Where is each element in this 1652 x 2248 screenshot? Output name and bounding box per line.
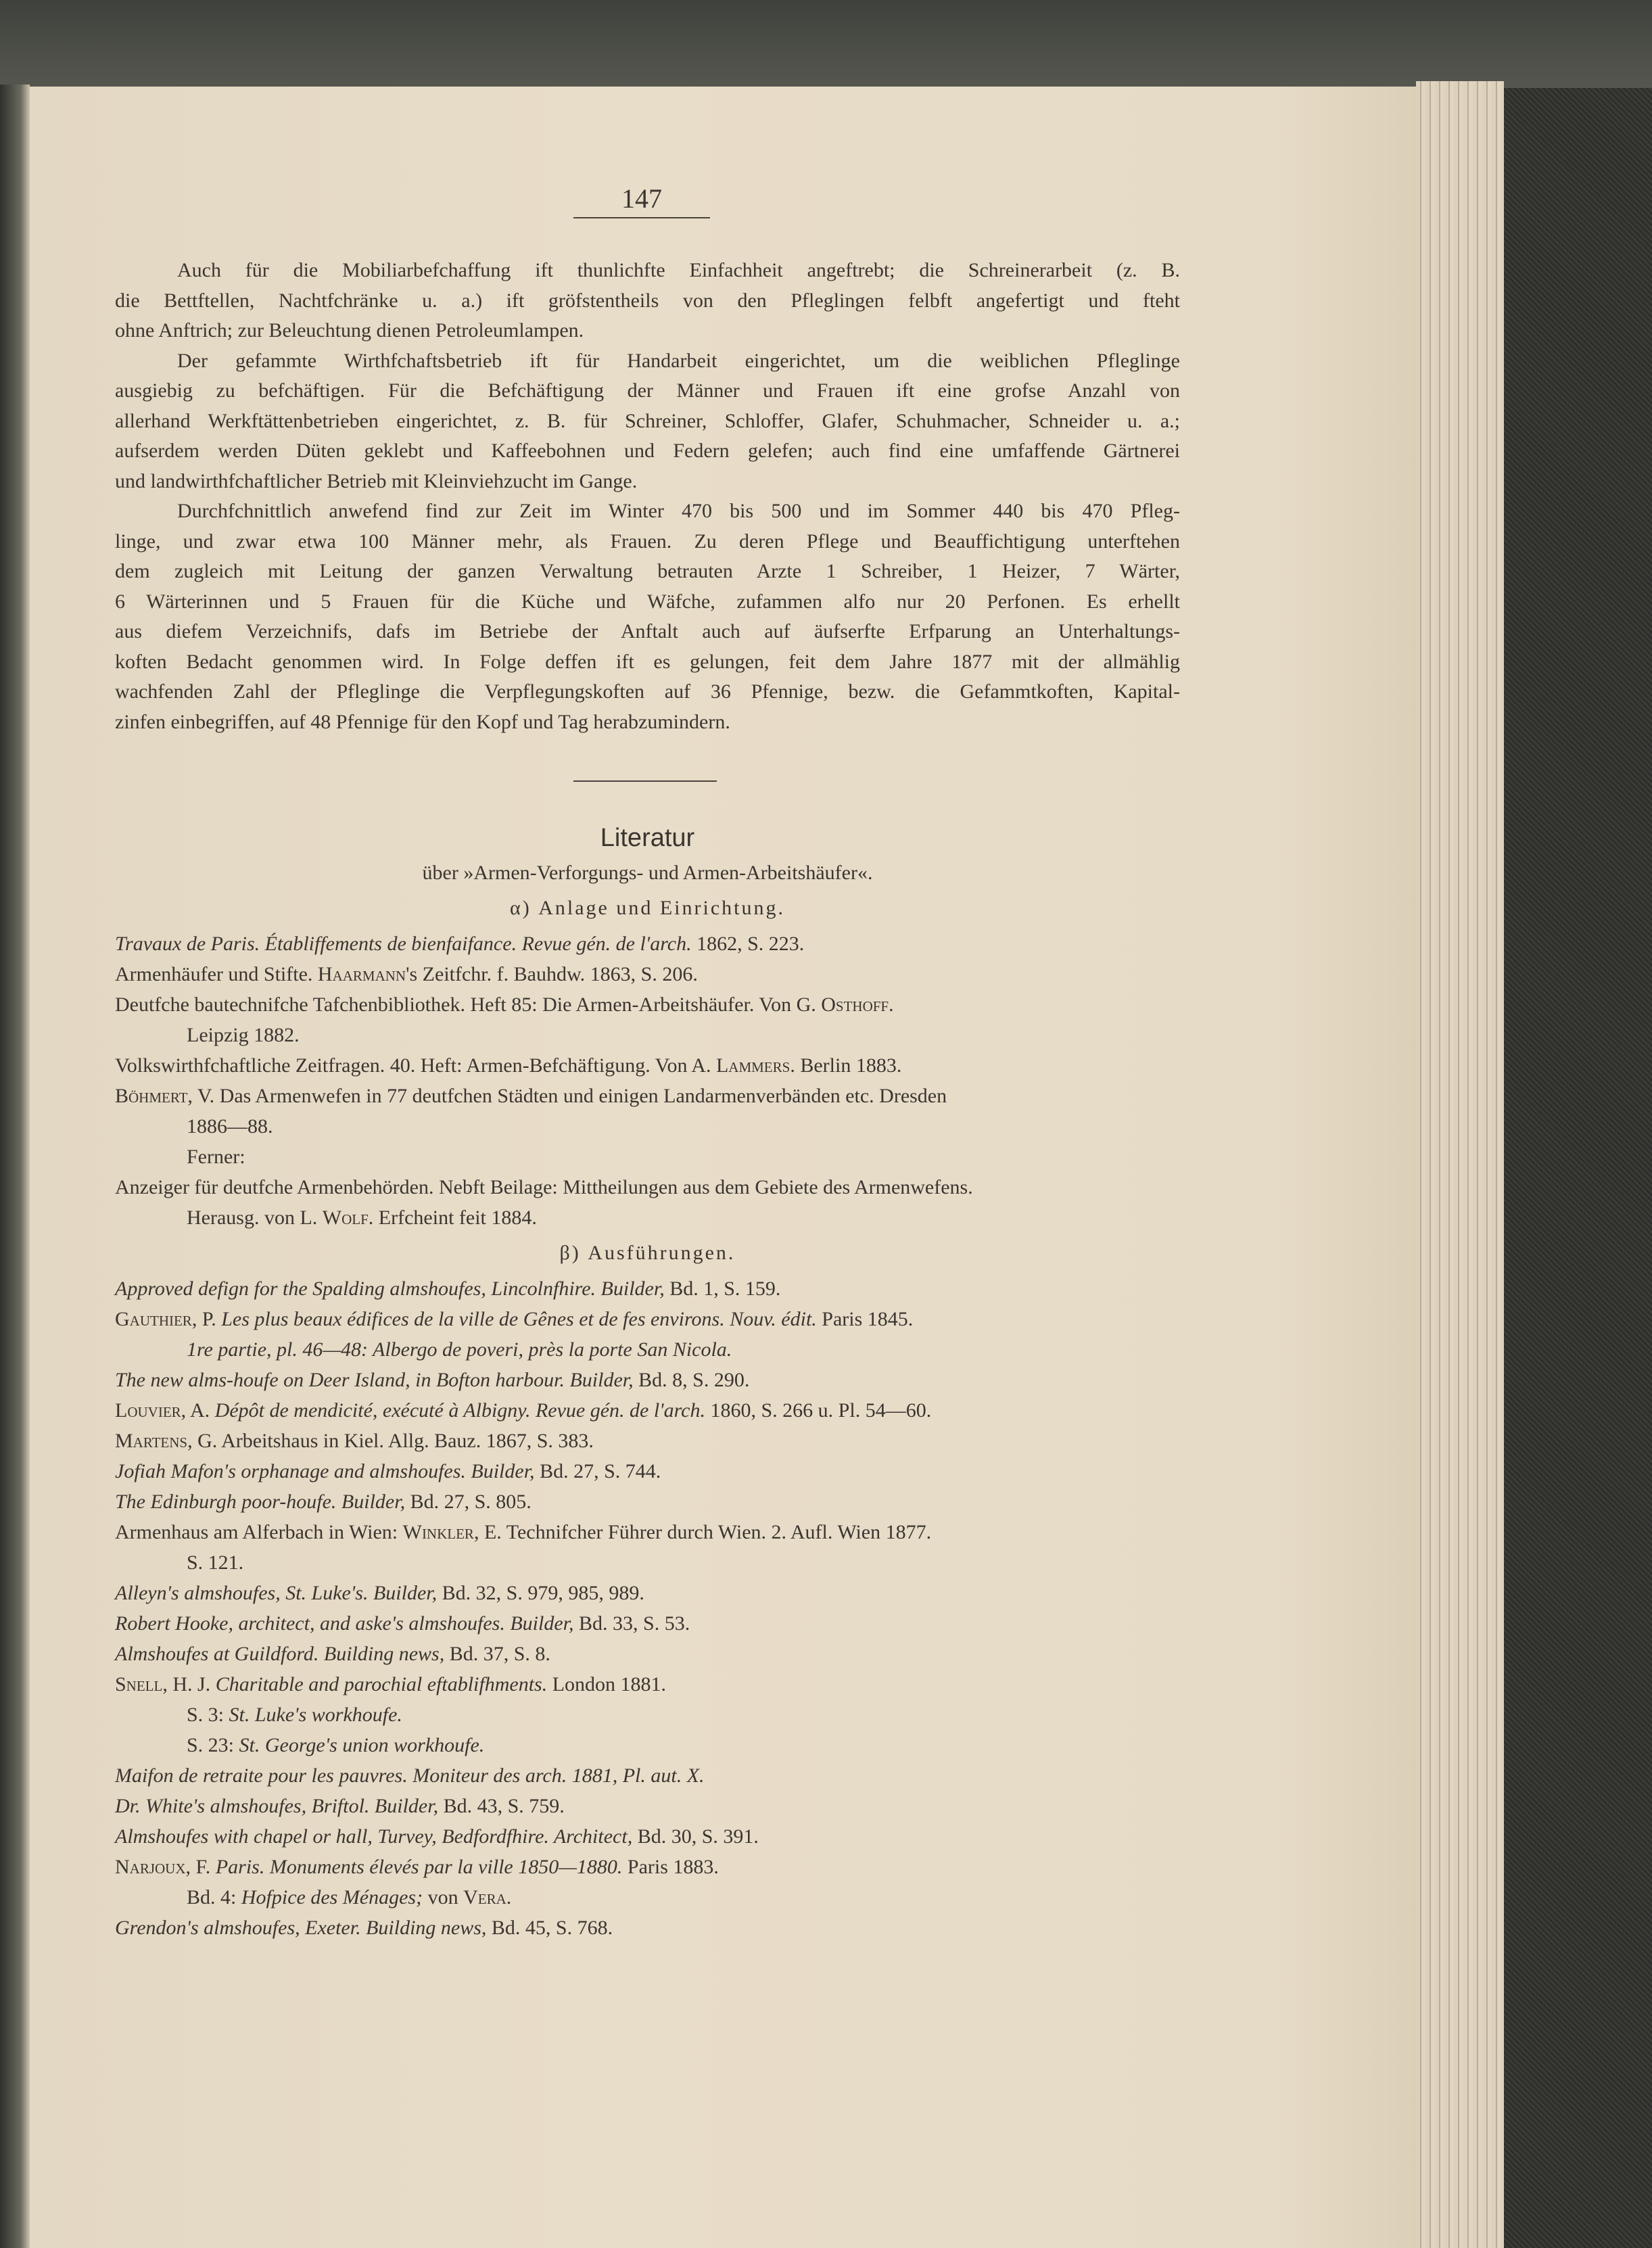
entry-text: Paris 1883. bbox=[622, 1856, 719, 1878]
entry-text: 1886—88. bbox=[187, 1115, 273, 1138]
author-name: Osthoff bbox=[821, 993, 889, 1016]
title-text: St. George's union workhoufe. bbox=[239, 1734, 485, 1756]
bibliography-entry bbox=[115, 1426, 1180, 1456]
entry-text: 1862, S. 223. bbox=[691, 933, 805, 955]
previous-page-edge bbox=[0, 85, 30, 2248]
title-text: Travaux de Paris. Établiffements de bienfaifance. Revue gén. de l'arch. bbox=[115, 933, 692, 955]
author-name: Louvier bbox=[115, 1399, 181, 1422]
page-number: 147 bbox=[573, 183, 710, 218]
text-line: Der gefammte Wirthfchaftsbetrieb ift für Handarbeit eingerichtet, um die weiblichen Pfleglinge bbox=[177, 349, 1180, 372]
bibliography-entry bbox=[115, 1852, 1180, 1882]
entry-text: . bbox=[506, 1886, 512, 1909]
entry-text: S. 121. bbox=[187, 1551, 244, 1574]
author-name: Böhmert bbox=[115, 1085, 188, 1107]
entry-text: . Erfcheint feit 1884. bbox=[368, 1207, 537, 1229]
entry-text: , G. Arbeitshaus in Kiel. Allg. Bauz. 1867, S. 383. bbox=[187, 1430, 594, 1452]
title-text: The new alms-houfe on Deer Island, in Bofton harbour. Builder, bbox=[115, 1369, 634, 1391]
bibliography-entry bbox=[115, 1273, 1180, 1304]
entry-text: Bd. 27, S. 744. bbox=[534, 1460, 661, 1482]
text-line: allerhand Werkftättenbetrieben eingerichtet, z. B. für Schreiner, Schloffer, Glafer, Schuhmacher, Schneider u. a.; bbox=[115, 409, 1180, 432]
text-line: aus diefem Verzeichnifs, dafs im Betriebe der Anftalt auch auf äufserfte Erfparung an Unterhaltungs- bbox=[115, 620, 1180, 642]
author-name: Snell bbox=[115, 1673, 163, 1695]
title-text: Maifon de retraite pour les pauvres. Moniteur des arch. 1881, Pl. aut. X. bbox=[115, 1764, 705, 1787]
bibliography-entry bbox=[115, 1202, 1180, 1233]
author-name: Lammers bbox=[715, 1054, 790, 1077]
paragraph bbox=[115, 496, 1180, 737]
title-text: Almshoufes with chapel or hall, Turvey, Bedfordfhire. Architect, bbox=[115, 1825, 633, 1848]
bibliography-entry bbox=[115, 989, 1180, 1020]
entry-text: Bd. 8, S. 290. bbox=[633, 1369, 750, 1391]
entry-text: , P. bbox=[191, 1308, 222, 1330]
text-line: dem zugleich mit Leitung der ganzen Verwaltung betrauten Arzte 1 Schreiber, 1 Heizer, 7 Wärter, bbox=[115, 560, 1180, 582]
bibliography-entry bbox=[115, 1081, 1180, 1111]
author-name: Martens bbox=[115, 1430, 188, 1452]
text-line: wachfenden Zahl der Pfleglinge die Verpflegungskoften auf 36 Pfennige, bezw. die Gefammtkoften, Kapital- bbox=[115, 680, 1180, 703]
title-text: Dépôt de mendicité, exécuté à Albigny. Revue gén. de l'arch. bbox=[214, 1399, 705, 1422]
text-line: und landwirthfchaftlicher Betrieb mit Kleinviehzucht im Gange. bbox=[115, 469, 638, 492]
section-divider bbox=[573, 780, 717, 782]
entry-text: Bd. 30, S. 391. bbox=[632, 1825, 759, 1848]
bibliography-entry bbox=[115, 1334, 1180, 1365]
entry-text: , A. bbox=[181, 1399, 215, 1422]
entry-text: . Berlin 1883. bbox=[790, 1054, 902, 1077]
bibliography-entry bbox=[115, 1142, 1180, 1172]
bibliography-entry bbox=[115, 1760, 1180, 1791]
bibliography-entry bbox=[115, 1547, 1180, 1578]
bibliography-entry bbox=[115, 1456, 1180, 1486]
title-text: Approved defign for the Spalding almshoufes, Lincolnfhire. Builder, bbox=[115, 1278, 665, 1300]
entry-text: Paris 1845. bbox=[816, 1308, 914, 1330]
book-cover bbox=[1504, 88, 1652, 2248]
author-name: Gauthier bbox=[115, 1308, 192, 1330]
entry-text: Herausg. von L. bbox=[187, 1207, 323, 1229]
title-text: Jofiah Mafon's orphanage and almshoufes. Builder, bbox=[115, 1460, 535, 1482]
entry-text: Bd. 33, S. 53. bbox=[573, 1612, 690, 1635]
bibliography-entry bbox=[115, 1111, 1180, 1142]
bibliography-entry bbox=[115, 1365, 1180, 1395]
entry-text: Bd. 1, S. 159. bbox=[664, 1278, 781, 1300]
entry-text: Leipzig 1882. bbox=[187, 1024, 300, 1046]
bibliography-entry bbox=[115, 1791, 1180, 1821]
entry-text: Bd. 43, S. 759. bbox=[438, 1795, 565, 1817]
entry-text: Volkswirthfchaftliche Zeitfragen. 40. Heft: Armen-Befchäftigung. Von A. bbox=[115, 1054, 716, 1077]
entry-text: 's Zeitfchr. f. Bauhdw. 1863, S. 206. bbox=[406, 963, 698, 985]
text-line: die Bettftellen, Nachtfchränke u. a.) ift gröfstentheils von den Pfleglingen felbft angefertigt und fteht bbox=[115, 289, 1180, 312]
entry-text: 1860, S. 266 u. Pl. 54—60. bbox=[705, 1399, 932, 1422]
paragraph bbox=[115, 256, 1180, 346]
entry-text: , H. J. bbox=[162, 1673, 216, 1695]
entry-text: von bbox=[423, 1886, 464, 1909]
literature-title: Literatur bbox=[600, 824, 695, 852]
entry-text: S. 23: bbox=[187, 1734, 239, 1756]
title-text: Dr. White's almshoufes, Briftol. Builder, bbox=[115, 1795, 439, 1817]
entry-text: Bd. 4: bbox=[187, 1886, 241, 1909]
entry-text: Ferner: bbox=[187, 1146, 245, 1168]
title-text: Grendon's almshoufes, Exeter. Building news, bbox=[115, 1917, 487, 1939]
entry-text: S. 3: bbox=[187, 1704, 229, 1726]
page-stack-edges bbox=[1416, 81, 1504, 2248]
bibliography-entry bbox=[115, 1304, 1180, 1334]
bibliography-entry bbox=[115, 1669, 1180, 1700]
section-heading: β) Ausführungen. bbox=[559, 1242, 736, 1264]
bibliography-entry bbox=[115, 1395, 1180, 1426]
bibliography-entry bbox=[115, 1050, 1180, 1081]
bibliography-entry bbox=[115, 1730, 1180, 1760]
title-text: 1re partie, pl. 46—48: Albergo de poveri, près la porte San Nicola. bbox=[187, 1338, 732, 1361]
title-text: Robert Hooke, architect, and aske's almshoufes. Builder, bbox=[115, 1612, 574, 1635]
bibliography-entry bbox=[115, 1486, 1180, 1517]
entry-text: , F. bbox=[185, 1856, 216, 1878]
section-heading: α) Anlage und Einrichtung. bbox=[510, 897, 785, 919]
literature-section bbox=[115, 818, 1180, 1943]
bibliography-entry bbox=[115, 959, 1180, 989]
author-name: Winkler bbox=[402, 1521, 474, 1543]
scan-background bbox=[0, 0, 1652, 88]
title-text: St. Luke's workhoufe. bbox=[229, 1704, 402, 1726]
bibliography-entry bbox=[115, 1608, 1180, 1639]
bibliography-entry bbox=[115, 1639, 1180, 1669]
literature-subtitle: über »Armen-Verforgungs- und Armen-Arbeitshäufer«. bbox=[422, 862, 873, 884]
entry-text: Bd. 45, S. 768. bbox=[486, 1917, 613, 1939]
text-line: linge, und zwar etwa 100 Männer mehr, als Frauen. Zu deren Pflege und Beauffichtigung unterftehen bbox=[115, 530, 1180, 553]
bibliography-entry bbox=[115, 1821, 1180, 1852]
author-name: Narjoux bbox=[115, 1856, 186, 1878]
title-text: Paris. Monuments élevés par la ville 1850—1880. bbox=[215, 1856, 623, 1878]
bibliography-entry bbox=[115, 1882, 1180, 1913]
title-text: Alleyn's almshoufes, St. Luke's. Builder, bbox=[115, 1582, 438, 1604]
text-line: 6 Wärterinnen und 5 Frauen für die Küche und Wäfche, zufammen alfo nur 20 Perfonen. Es erhellt bbox=[115, 590, 1180, 613]
entry-text: London 1881. bbox=[547, 1673, 667, 1695]
text-line: ohne Anftrich; zur Beleuchtung dienen Petroleumlampen. bbox=[115, 319, 584, 342]
author-name: Vera bbox=[463, 1886, 506, 1909]
title-text: The Edinburgh poor-houfe. Builder, bbox=[115, 1491, 406, 1513]
entry-text: Bd. 27, S. 805. bbox=[405, 1491, 532, 1513]
bibliography-entry bbox=[115, 1700, 1180, 1730]
bibliography-entry bbox=[115, 1578, 1180, 1608]
text-line: Durchfchnittlich anwefend find zur Zeit im Winter 470 bis 500 und im Sommer 440 bis 470 Pfleg- bbox=[177, 500, 1180, 522]
title-text: Almshoufes at Guildford. Building news, bbox=[115, 1643, 445, 1665]
body-text bbox=[115, 256, 1180, 737]
title-text: Hofpice des Ménages; bbox=[241, 1886, 423, 1909]
entry-text: , E. Technifcher Führer durch Wien. 2. Aufl. Wien 1877. bbox=[473, 1521, 932, 1543]
entry-text: Armenhäufer und Stifte. bbox=[115, 963, 318, 985]
text-line: zinfen einbegriffen, auf 48 Pfennige für den Kopf und Tag herabzumindern. bbox=[115, 710, 730, 733]
author-name: Haarmann bbox=[317, 963, 406, 985]
bibliography-entry bbox=[115, 929, 1180, 959]
title-text: Les plus beaux édifices de la ville de Gênes et de fes environs. Nouv. édit. bbox=[221, 1308, 817, 1330]
bibliography-entry bbox=[115, 1172, 1180, 1202]
entry-text: Bd. 32, S. 979, 985, 989. bbox=[437, 1582, 644, 1604]
bibliography-entry bbox=[115, 1517, 1180, 1547]
entry-text: Armenhaus am Alferbach in Wien: bbox=[115, 1521, 403, 1543]
title-text: Charitable and parochial eftablifhments. bbox=[215, 1673, 548, 1695]
entry-text: Bd. 37, S. 8. bbox=[444, 1643, 550, 1665]
author-name: Wolf bbox=[322, 1207, 369, 1229]
bibliography-entry bbox=[115, 1913, 1180, 1943]
text-line: aufserdem werden Düten geklebt und Kaffeebohnen und Federn gelefen; auch find eine umfaffende Gärtnerei bbox=[115, 440, 1180, 462]
entry-text: Anzeiger für deutfche Armenbehörden. Nebft Beilage: Mittheilungen aus dem Gebiete des Armenwefens. bbox=[115, 1176, 973, 1198]
entry-text: . bbox=[889, 993, 894, 1016]
text-line: koften Bedacht genommen wird. In Folge deffen ift es gelungen, feit dem Jahre 1877 mit der allmählig bbox=[115, 650, 1180, 673]
text-line: ausgiebig zu befchäftigen. Für die Befchäftigung der Männer und Frauen ift eine grofse Anzahl von bbox=[115, 379, 1180, 402]
paragraph bbox=[115, 346, 1180, 497]
text-line: Auch für die Mobiliarbefchaffung ift thunlichfte Einfachheit angeftrebt; die Schreinerarbeit (z. B. bbox=[177, 259, 1180, 281]
entry-text: Deutfche bautechnifche Tafchenbibliothek. Heft 85: Die Armen-Arbeitshäufer. Von G. bbox=[115, 993, 822, 1016]
entry-text: , V. Das Armenwefen in 77 deutfchen Städten und einigen Landarmenverbänden etc. Dresden bbox=[187, 1085, 947, 1107]
bibliography-entry bbox=[115, 1020, 1180, 1050]
